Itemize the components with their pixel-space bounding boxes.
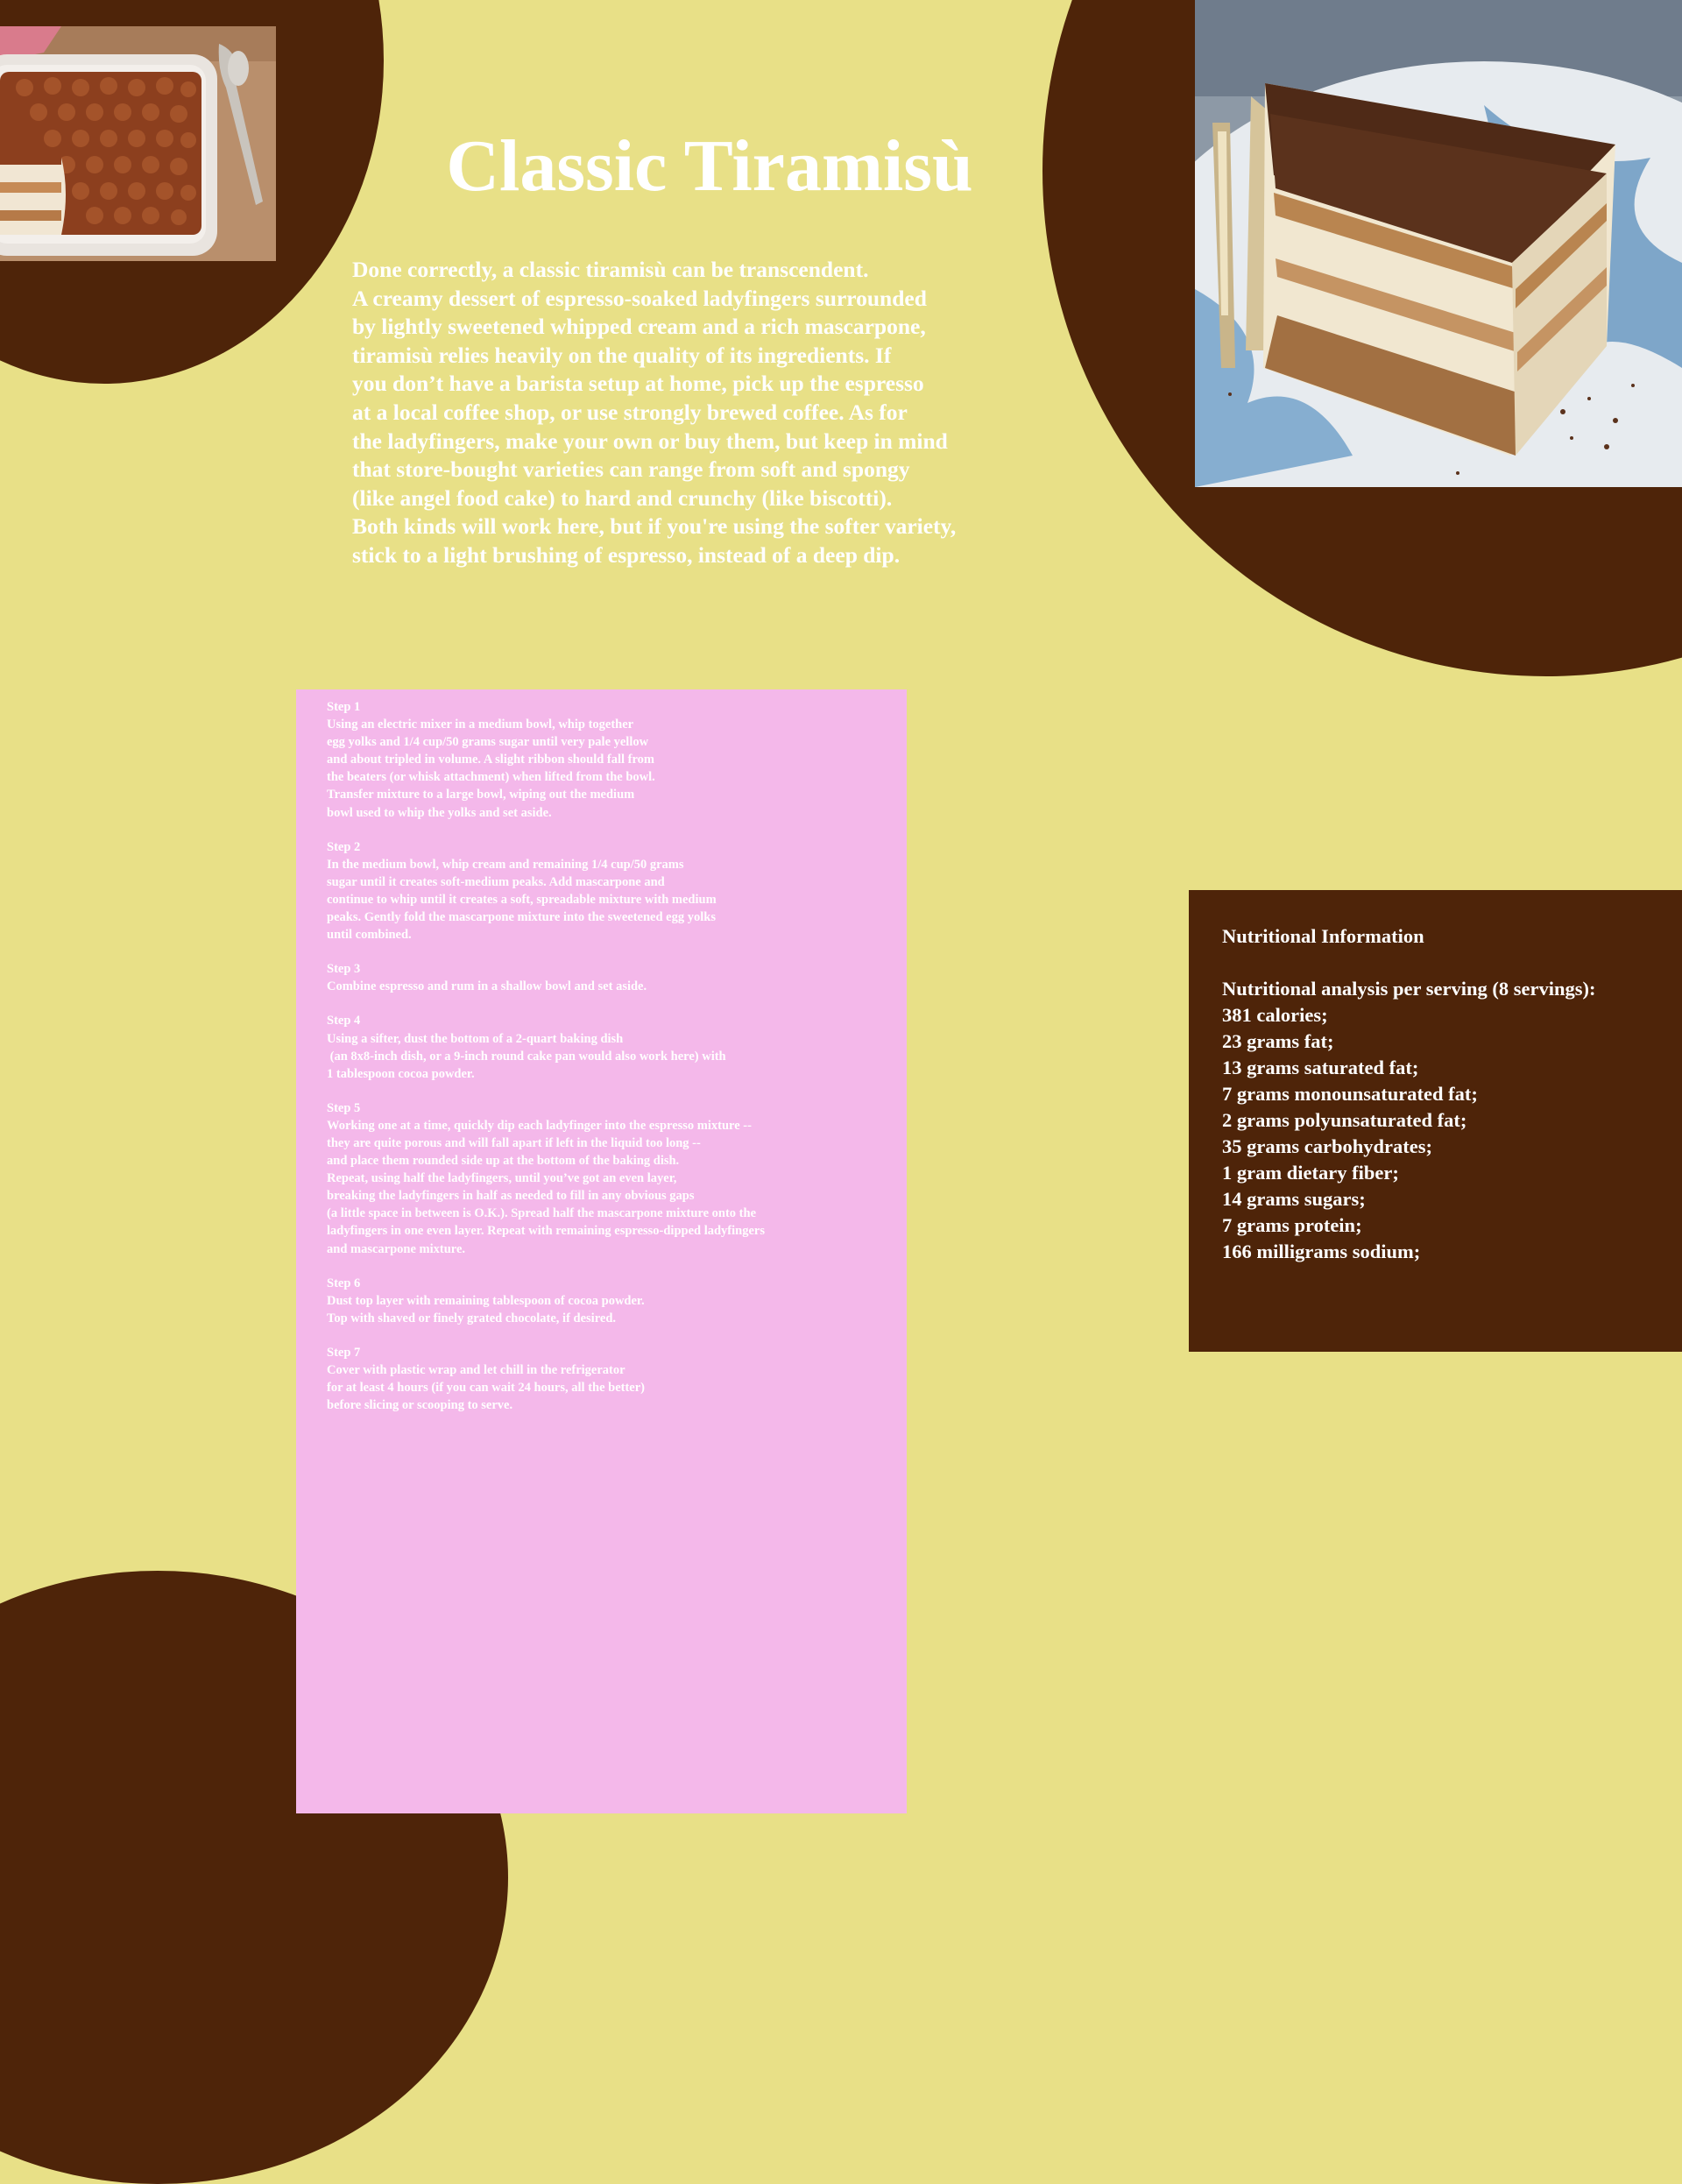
nutrition-item-polyunsaturated-fat: 2 grams polyunsaturated fat; [1222,1109,1467,1131]
step-line: Working one at a time, quickly dip each ladyfinger into the espresso mixture -- [327,1118,752,1133]
step-6 [327,1275,765,1327]
step-label: Step 7 [327,1345,361,1360]
nutrition-item-carbohydrates: 35 grams carbohydrates; [1222,1135,1432,1157]
nutrition-item-fiber: 1 gram dietary fiber; [1222,1162,1399,1184]
recipe-steps [327,698,765,1431]
step-line: Cover with plastic wrap and let chill in the refrigerator [327,1363,625,1377]
step-line: Repeat, using half the ladyfingers, until you’ve got an even layer, [327,1171,677,1186]
nutrition-item-monounsaturated-fat: 7 grams monounsaturated fat; [1222,1083,1478,1105]
page-title: Classic Tiramisù [446,125,973,207]
intro-line: you don’t have a barista setup at home, pick up the espresso [352,371,924,397]
intro-line: the ladyfingers, make your own or buy them, but keep in mind [352,428,948,454]
step-line: (a little space in between is O.K.). Spread half the mascarpone mixture onto the [327,1206,757,1221]
step-line: In the medium bowl, whip cream and remaining 1/4 cup/50 grams [327,857,684,872]
intro-line: tiramisù relies heavily on the quality of its ingredients. If [352,342,892,368]
nutrition-item-calories: 381 calories; [1222,1004,1328,1026]
step-line: and about tripled in volume. A slight ribbon should fall from [327,753,654,767]
intro-line: Done correctly, a classic tiramisù can be transcendent. [352,257,869,282]
step-line: until combined. [327,928,412,943]
step-label: Step 1 [327,700,361,714]
step-3 [327,960,765,995]
step-line: continue to whip until it creates a soft, spreadable mixture with medium [327,892,717,907]
step-line: and mascarpone mixture. [327,1241,466,1256]
step-line: peaks. Gently fold the mascarpone mixture into the sweetened egg yolks [327,910,716,925]
step-line: they are quite porous and will fall apart if left in the liquid too long -- [327,1135,701,1150]
step-1 [327,698,765,822]
intro-line: at a local coffee shop, or use strongly brewed coffee. As for [352,399,908,425]
step-label: Step 6 [327,1276,361,1290]
step-line: bowl used to whip the yolks and set aside. [327,805,552,820]
step-7 [327,1344,765,1414]
step-label: Step 2 [327,839,361,854]
intro-line: that store-bought varieties can range from soft and spongy [352,456,910,483]
step-line: Using a sifter, dust the bottom of a 2-quart baking dish [327,1031,624,1046]
nutrition-item-saturated-fat: 13 grams saturated fat; [1222,1057,1419,1078]
step-line: the beaters (or whisk attachment) when lifted from the bowl. [327,770,655,785]
step-line: 1 tablespoon cocoa powder. [327,1066,475,1081]
intro-line: stick to a light brushing of espresso, instead of a deep dip. [352,541,901,568]
step-line: Combine espresso and rum in a shallow bowl and set aside. [327,979,647,994]
step-line: Using an electric mixer in a medium bowl, whip together [327,717,634,732]
nutrition-subheading: Nutritional analysis per serving (8 servings): [1222,978,1596,1000]
intro-line: Both kinds will work here, but if you're using the softer variety, [352,513,957,540]
nutrition-item-protein: 7 grams protein; [1222,1214,1362,1236]
tiramisu-slice-photo [1195,0,1682,487]
step-line: for at least 4 hours (if you can wait 24 hours, all the better) [327,1381,646,1396]
step-line: Dust top layer with remaining tablespoon of cocoa powder. [327,1293,645,1308]
step-line: egg yolks and 1/4 cup/50 grams sugar until very pale yellow [327,735,649,750]
step-label: Step 4 [327,1014,361,1028]
step-line: breaking the ladyfingers in half as needed to fill in any obvious gaps [327,1189,695,1204]
step-line: (an 8x8-inch dish, or a 9-inch round cake pan would also work here) with [327,1049,726,1064]
intro-paragraph [352,256,1071,570]
nutrition-item-sodium: 166 milligrams sodium; [1222,1240,1421,1262]
nutrition-item-fat: 23 grams fat; [1222,1030,1334,1052]
step-5 [327,1099,765,1258]
nutrition-heading: Nutritional Information [1222,925,1424,947]
step-line: ladyfingers in one even layer. Repeat with remaining espresso-dipped ladyfingers [327,1224,765,1239]
step-line: Transfer mixture to a large bowl, wiping out the medium [327,788,635,802]
intro-line: (like angel food cake) to hard and crunchy (like biscotti). [352,484,893,511]
tiramisu-dish-photo [0,26,276,261]
step-label: Step 5 [327,1100,361,1115]
nutrition-info [1222,923,1595,1265]
step-2 [327,838,765,944]
step-line: Top with shaved or finely grated chocolate, if desired. [327,1311,617,1325]
nutrition-spacer [1222,950,1595,976]
step-line: and place them rounded side up at the bottom of the baking dish. [327,1154,680,1169]
nutrition-item-sugars: 14 grams sugars; [1222,1188,1366,1210]
step-4 [327,1012,765,1082]
intro-line: A creamy dessert of espresso-soaked ladyfingers surrounded [352,285,927,311]
step-label: Step 3 [327,962,361,977]
step-line: sugar until it creates soft-medium peaks. Add mascarpone and [327,874,665,889]
intro-line: by lightly sweetened whipped cream and a rich mascarpone, [352,314,926,340]
step-line: before slicing or scooping to serve. [327,1398,513,1413]
